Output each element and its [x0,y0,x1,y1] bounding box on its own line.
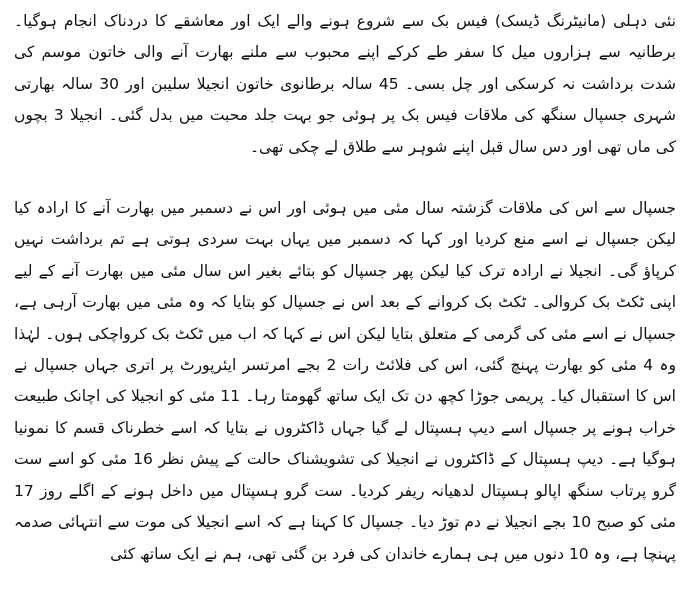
article-paragraph-2: جسپال سے اس کی ملاقات گزشتہ سال مئی میں ہوئی اور اس نے دسمبر میں بھارت آنے کا ارادہ کیا لیکن جسپال نے اسے منع کردیا اور کہا کہ دسمبر میں یہاں بہت سردی ہوتی ہے تم برداشت نہیں کرپاؤ گی۔ انجیلا نے ارادہ ترک کیا لیکن پھر جسپال کو بتائے بغیر اس سال مئی میں بھارت آنے کے لیے اپنی ٹکٹ بک کروالی۔ ٹکٹ بک کروانے کے بعد اس نے جسپال کو بتایا کہ وہ مئی میں بھارت آرہی ہے، جسپال نے اسے مئی کی گرمی کے متعلق بتایا لیکن اس نے کہا کہ اب میں ٹکٹ بک کرواچکی ہوں۔ لہٰذا وہ 4 مئی کو بھارت پہنچ گئی، اس کی فلائٹ رات 2 بجے امرتسر ایئرپورٹ پر اتری جہاں جسپال نے اس کا استقبال کیا۔ پریمی جوڑا کچھ دن تک ایک ساتھ گھومتا رہا۔ 11 مئی کو انجیلا کی اچانک طبیعت خراب ہونے پر جسپال اسے دیپ ہسپتال لے گیا جہاں ڈاکٹروں نے بتایا کہ اسے خطرناک قسم کا نمونیا ہوگیا ہے۔ دیپ ہسپتال کے ڈاکٹروں نے انجیلا کی تشویشناک حالت کے پیش نظر 16 مئی کو اسے ست گرو پرتاب سنگھ اپالو ہسپتال لدھیانہ ریفر کردیا۔ ست گرو ہسپتال میں داخل ہونے کے اگلے روز 17 مئی کو صبح 10 بجے انجیلا نے دم توڑ دیا۔ جسپال کا کہنا ہے کہ اسے انجیلا کی موت سے انتہائی صدمہ پہنچا ہے، وہ 10 دنوں میں ہی ہمارے خاندان کی فرد بن گئی تھی، ہم نے ایک ساتھ کئی [14,199,677,563]
news-article-body [14,6,676,570]
article-paragraph-1: نئی دہلی (مانیٹرنگ ڈیسک) فیس بک سے شروع ہونے والے ایک اور معاشقے کا دردناک انجام ہوگیا۔ برطانیہ سے ہزاروں میل کا سفر طے کرکے اپنے محبوب سے ملنے بھارت آنے والی خاتون موسم کی شدت برداشت نہ کرسکی اور چل بسی۔ 45 سالہ برطانوی خاتون انجیلا سلیبن اور 30 سالہ بھارتی شہری جسپال سنگھ کی ملاقات فیس بک پر ہوئی جو بہت جلد محبت میں بدل گئی۔ انجیلا 3 بچوں کی ماں تھی اور دس سال قبل اپنے شوہر سے طلاق لے چکی تھی۔ [14,12,676,156]
